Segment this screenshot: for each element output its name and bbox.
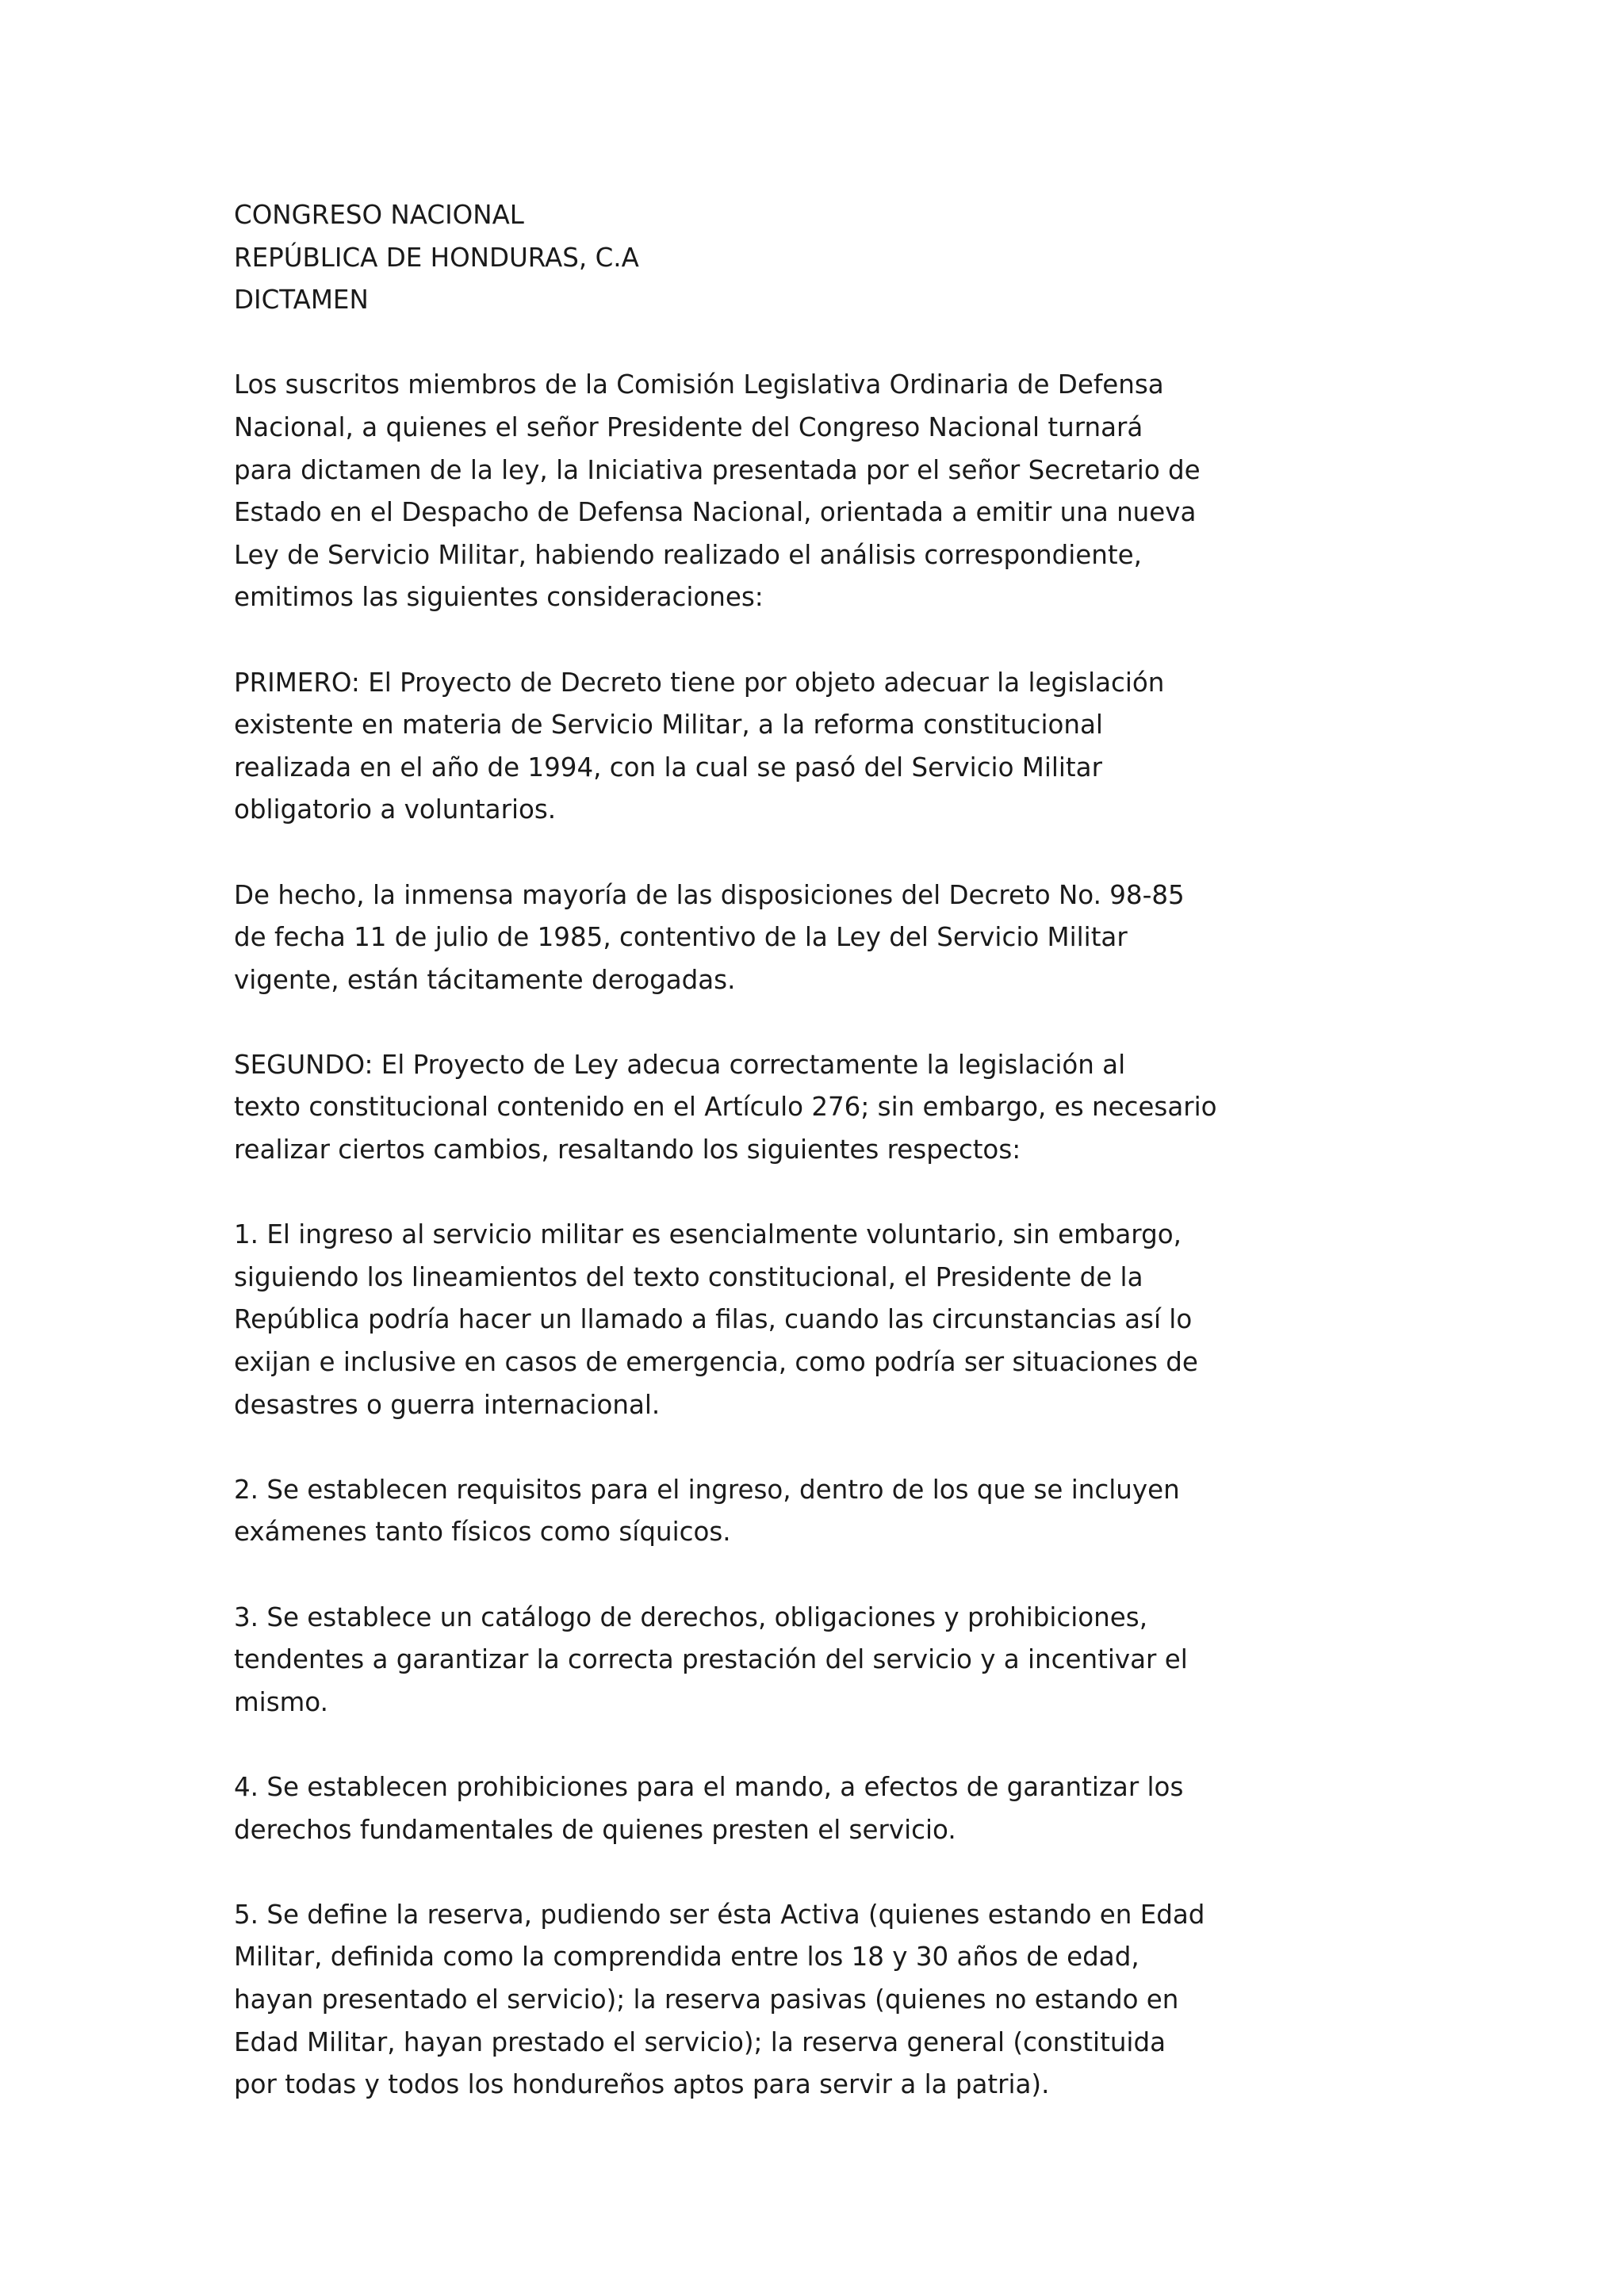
text-line: por todas y todos los hondureños aptos para servir a la patria).: [234, 2069, 1050, 2100]
header-line: REPÚBLICA DE HONDURAS, C.A: [234, 242, 639, 273]
text-line: para dictamen de la ley, la Iniciativa presentada por el señor Secretario de: [234, 454, 1201, 485]
text-line: realizar ciertos cambios, resaltando los siguientes respectos:: [234, 1135, 1021, 1165]
paragraph-segundo: [234, 1044, 1233, 1172]
text-line: hayan presentado el servicio); la reserva pasivas (quienes no estando en: [234, 1984, 1179, 2015]
text-line: exijan e inclusive en casos de emergencia, como podría ser situaciones de: [234, 1347, 1198, 1378]
text-line: obligatorio a voluntarios.: [234, 794, 557, 825]
text-line: Los suscritos miembros de la Comisión Legislativa Ordinaria de Defensa: [234, 369, 1164, 400]
list-item-3: [234, 1597, 1233, 1724]
list-item-2: [234, 1469, 1233, 1554]
text-line: siguiendo los lineamientos del texto constitucional, el Presidente de la: [234, 1261, 1143, 1292]
text-line: 1. El ingreso al servicio militar es esencialmente voluntario, sin embargo,: [234, 1219, 1182, 1250]
text-line: emitimos las siguientes consideraciones:: [234, 582, 764, 613]
list-item-5: [234, 1894, 1233, 2107]
paragraph-intro: [234, 364, 1233, 619]
text-line: derechos fundamentales de quienes presten el servicio.: [234, 1814, 956, 1845]
text-line: texto constitucional contenido en el Artículo 276; sin embargo, es necesario: [234, 1092, 1217, 1123]
text-line: mismo.: [234, 1686, 328, 1717]
paragraph-primero: [234, 662, 1233, 832]
text-line: exámenes tanto físicos como síquicos.: [234, 1517, 731, 1548]
document-header: [234, 194, 1233, 322]
text-line: Ley de Servicio Militar, habiendo realizado el análisis correspondiente,: [234, 539, 1142, 570]
text-line: de fecha 11 de julio de 1985, contentivo de la Ley del Servicio Militar: [234, 922, 1128, 953]
text-line: Estado en el Despacho de Defensa Nacional, orientada a emitir una nueva: [234, 497, 1197, 528]
text-line: De hecho, la inmensa mayoría de las disposiciones del Decreto No. 98-85: [234, 879, 1185, 910]
text-line: desastres o guerra internacional.: [234, 1389, 661, 1420]
header-line: CONGRESO NACIONAL: [234, 200, 524, 230]
text-line: PRIMERO: El Proyecto de Decreto tiene por objeto adecuar la legislación: [234, 667, 1165, 698]
list-item-4: [234, 1766, 1233, 1851]
text-line: Nacional, a quienes el señor Presidente del Congreso Nacional turnará: [234, 411, 1143, 442]
text-line: tendentes a garantizar la correcta prestación del servicio y a incentivar el: [234, 1644, 1188, 1675]
text-line: República podría hacer un llamado a filas, cuando las circunstancias así lo: [234, 1304, 1193, 1335]
text-line: vigente, están tácitamente derogadas.: [234, 964, 736, 995]
text-line: 3. Se establece un catálogo de derechos, obligaciones y prohibiciones,: [234, 1601, 1148, 1632]
list-item-1: [234, 1214, 1233, 1426]
text-line: existente en materia de Servicio Militar, a la reforma constitucional: [234, 710, 1103, 740]
text-line: SEGUNDO: El Proyecto de Ley adecua correctamente la legislación al: [234, 1049, 1126, 1080]
header-line: DICTAMEN: [234, 285, 369, 316]
document-body: [234, 194, 1233, 2149]
text-line: Militar, definida como la comprendida entre los 18 y 30 años de edad,: [234, 1942, 1139, 1973]
text-line: 4. Se establecen prohibiciones para el mando, a efectos de garantizar los: [234, 1771, 1184, 1802]
text-line: realizada en el año de 1994, con la cual se pasó del Servicio Militar: [234, 752, 1102, 783]
text-line: Edad Militar, hayan prestado el servicio); la reserva general (constituida: [234, 2026, 1166, 2057]
text-line: 2. Se establecen requisitos para el ingreso, dentro de los que se incluyen: [234, 1474, 1180, 1505]
paragraph-de-hecho: [234, 874, 1233, 1002]
text-line: 5. Se define la reserva, pudiendo ser ésta Activa (quienes estando en Edad: [234, 1899, 1205, 1930]
